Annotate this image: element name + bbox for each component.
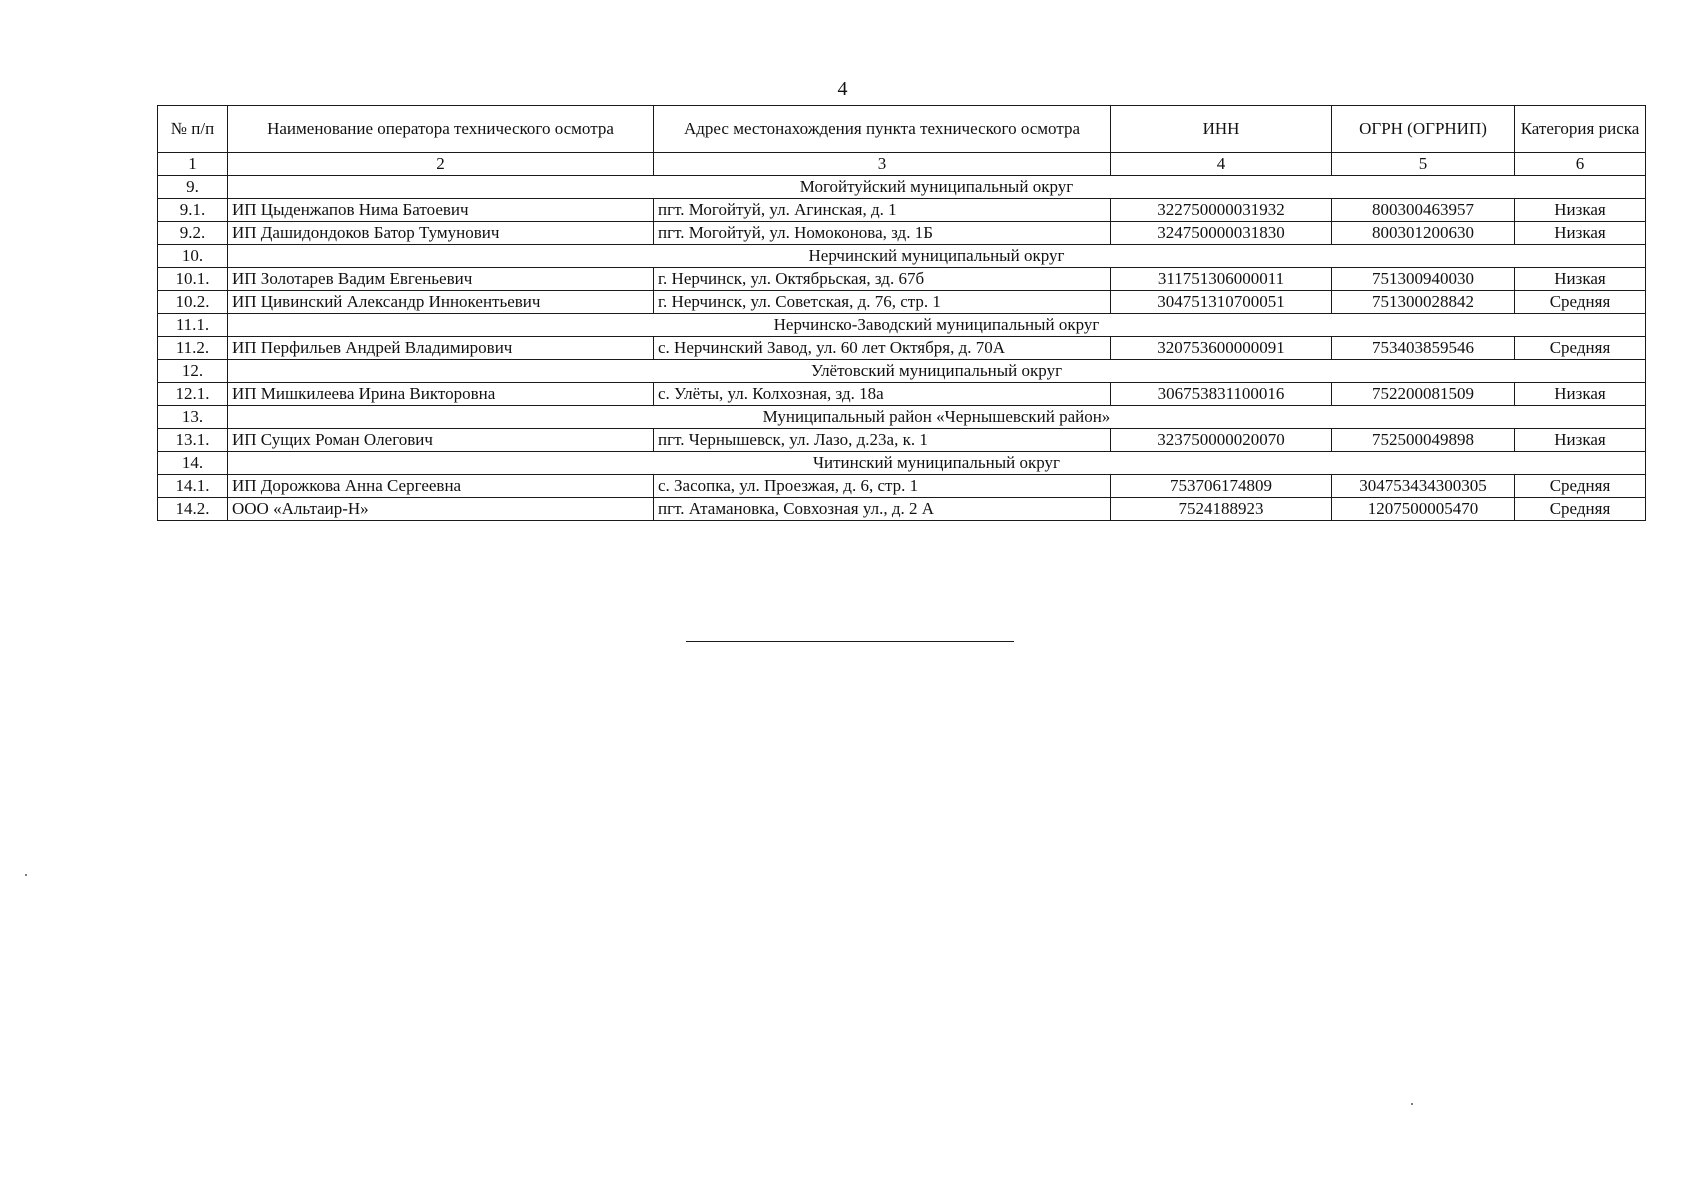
row-number: 14.1. — [158, 475, 228, 498]
row-number: 12.1. — [158, 383, 228, 406]
row-number: 14.2. — [158, 498, 228, 521]
district-row — [158, 245, 1646, 268]
header-ogrn: ОГРН (ОГРНИП) — [1332, 106, 1515, 153]
operator-name: ИП Цивинский Александр Иннокентьевич — [228, 291, 654, 314]
operator-name: ИП Цыденжапов Нима Батоевич — [228, 199, 654, 222]
risk-category: Низкая — [1515, 222, 1646, 245]
column-number: 1 — [158, 153, 228, 176]
table-row — [158, 268, 1646, 291]
ogrn-value: 800300463957 — [1332, 199, 1515, 222]
risk-category: Низкая — [1515, 429, 1646, 452]
operator-address: г. Нерчинск, ул. Советская, д. 76, стр. 1 — [654, 291, 1111, 314]
operator-address: с. Улёты, ул. Колхозная, зд. 18а — [654, 383, 1111, 406]
operator-address: с. Засопка, ул. Проезжая, д. 6, стр. 1 — [654, 475, 1111, 498]
row-number: 10.1. — [158, 268, 228, 291]
ogrn-value: 304753434300305 — [1332, 475, 1515, 498]
row-number: 10.2. — [158, 291, 228, 314]
inn-value: 7524188923 — [1111, 498, 1332, 521]
row-number: 12. — [158, 360, 228, 383]
header-operator-name: Наименование оператора технического осмотра — [228, 106, 654, 153]
row-number: 9. — [158, 176, 228, 199]
column-numbers-row — [158, 153, 1646, 176]
district-row — [158, 452, 1646, 475]
column-number: 3 — [654, 153, 1111, 176]
district-name: Муниципальный район «Чернышевский район» — [228, 406, 1646, 429]
closing-divider-line — [686, 641, 1014, 642]
ogrn-value: 1207500005470 — [1332, 498, 1515, 521]
district-name: Улётовский муниципальный округ — [228, 360, 1646, 383]
inn-value: 324750000031830 — [1111, 222, 1332, 245]
inn-value: 311751306000011 — [1111, 268, 1332, 291]
column-number: 4 — [1111, 153, 1332, 176]
ogrn-value: 800301200630 — [1332, 222, 1515, 245]
table-row — [158, 337, 1646, 360]
risk-category: Средняя — [1515, 498, 1646, 521]
header-inn: ИНН — [1111, 106, 1332, 153]
row-number: 11.1. — [158, 314, 228, 337]
column-number: 5 — [1332, 153, 1515, 176]
risk-category: Низкая — [1515, 268, 1646, 291]
column-number: 6 — [1515, 153, 1646, 176]
inn-value: 320753600000091 — [1111, 337, 1332, 360]
row-number: 9.1. — [158, 199, 228, 222]
inn-value: 304751310700051 — [1111, 291, 1332, 314]
inn-value: 323750000020070 — [1111, 429, 1332, 452]
row-number: 14. — [158, 452, 228, 475]
scan-speck — [1411, 1103, 1413, 1105]
operator-address: пгт. Чернышевск, ул. Лазо, д.23а, к. 1 — [654, 429, 1111, 452]
operator-name: ИП Мишкилеева Ирина Викторовна — [228, 383, 654, 406]
table-row — [158, 222, 1646, 245]
risk-category: Низкая — [1515, 199, 1646, 222]
risk-category: Средняя — [1515, 337, 1646, 360]
table-row — [158, 291, 1646, 314]
table-row — [158, 475, 1646, 498]
operator-address: с. Нерчинский Завод, ул. 60 лет Октября, д. 70А — [654, 337, 1111, 360]
operator-name: ООО «Альтаир-Н» — [228, 498, 654, 521]
operator-address: пгт. Могойтуй, ул. Агинская, д. 1 — [654, 199, 1111, 222]
operator-address: пгт. Атамановка, Совхозная ул., д. 2 А — [654, 498, 1111, 521]
operator-name: ИП Сущих Роман Олегович — [228, 429, 654, 452]
operator-address: пгт. Могойтуй, ул. Номоконова, зд. 1Б — [654, 222, 1111, 245]
district-row — [158, 360, 1646, 383]
ogrn-value: 752200081509 — [1332, 383, 1515, 406]
row-number: 10. — [158, 245, 228, 268]
row-number: 9.2. — [158, 222, 228, 245]
district-name: Нерчинский муниципальный округ — [228, 245, 1646, 268]
ogrn-value: 752500049898 — [1332, 429, 1515, 452]
operator-name: ИП Дашидондоков Батор Тумунович — [228, 222, 654, 245]
district-row — [158, 176, 1646, 199]
column-number: 2 — [228, 153, 654, 176]
district-row — [158, 406, 1646, 429]
row-number: 11.2. — [158, 337, 228, 360]
scan-speck — [25, 874, 27, 876]
risk-category: Средняя — [1515, 475, 1646, 498]
ogrn-value: 753403859546 — [1332, 337, 1515, 360]
operator-name: ИП Дорожкова Анна Сергеевна — [228, 475, 654, 498]
inn-value: 753706174809 — [1111, 475, 1332, 498]
page-number: 4 — [837, 78, 848, 100]
district-name: Могойтуйский муниципальный округ — [228, 176, 1646, 199]
district-row — [158, 314, 1646, 337]
risk-category: Низкая — [1515, 383, 1646, 406]
ogrn-value: 751300028842 — [1332, 291, 1515, 314]
table-header-row — [158, 106, 1646, 153]
table-row — [158, 199, 1646, 222]
table-row — [158, 383, 1646, 406]
inspection-operators-table — [157, 105, 1646, 521]
table-row — [158, 498, 1646, 521]
operator-address: г. Нерчинск, ул. Октябрьская, зд. 67б — [654, 268, 1111, 291]
row-number: 13.1. — [158, 429, 228, 452]
district-name: Читинский муниципальный округ — [228, 452, 1646, 475]
inn-value: 322750000031932 — [1111, 199, 1332, 222]
ogrn-value: 751300940030 — [1332, 268, 1515, 291]
table-row — [158, 429, 1646, 452]
header-address: Адрес местонахождения пункта технического осмотра — [654, 106, 1111, 153]
header-number: № п/п — [158, 106, 228, 153]
risk-category: Средняя — [1515, 291, 1646, 314]
operator-name: ИП Золотарев Вадим Евгеньевич — [228, 268, 654, 291]
inn-value: 306753831100016 — [1111, 383, 1332, 406]
district-name: Нерчинско-Заводский муниципальный округ — [228, 314, 1646, 337]
header-risk-category: Категория риска — [1515, 106, 1646, 153]
row-number: 13. — [158, 406, 228, 429]
operator-name: ИП Перфильев Андрей Владимирович — [228, 337, 654, 360]
